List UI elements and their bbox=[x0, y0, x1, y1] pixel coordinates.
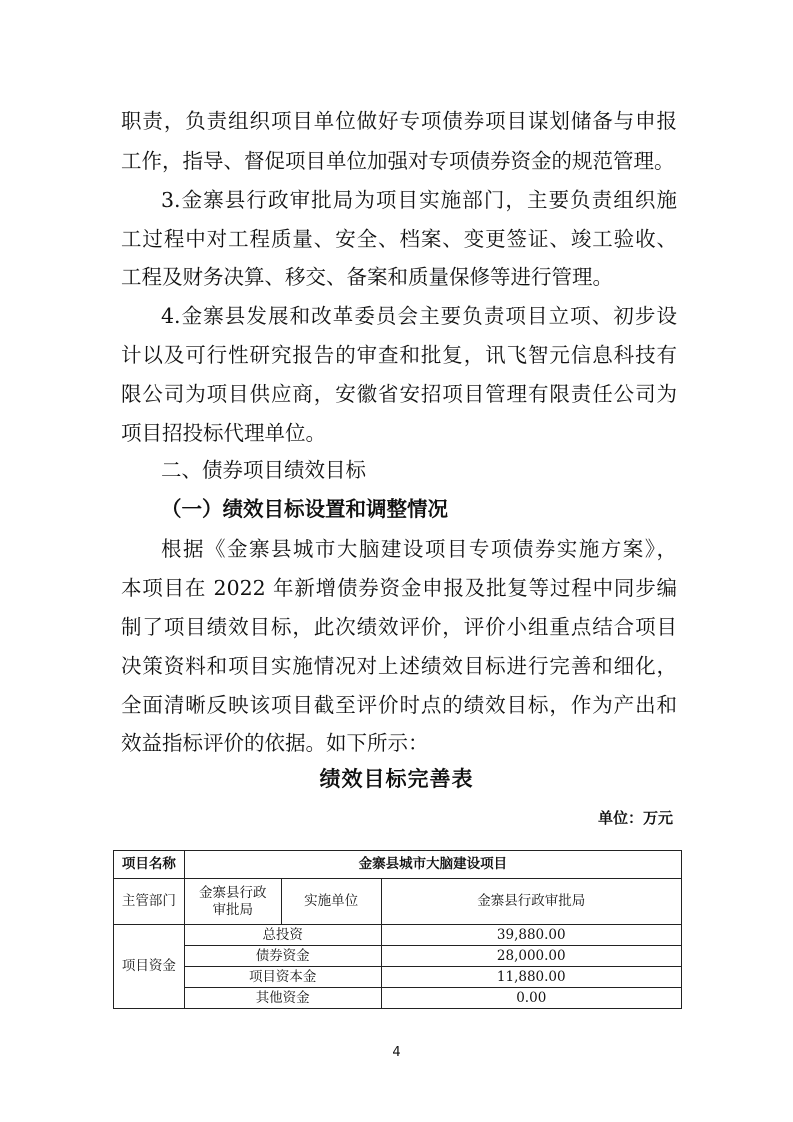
paragraph-line: 全面清晰反映该项目截至评价时点的绩效目标，作为产出和 bbox=[121, 693, 677, 717]
paragraph-line: 决策资料和项目实施情况对上述绩效目标进行完善和细化， bbox=[121, 654, 677, 678]
dept-value: 金寨县行政审批局 bbox=[184, 879, 281, 925]
table-row bbox=[114, 879, 682, 925]
paragraph-line: 效益指标评价的依据。如下所示： bbox=[121, 731, 429, 755]
paragraph-line: 工过程中对工程质量、安全、档案、变更签证、竣工验收、 bbox=[121, 227, 677, 251]
fund-item-label: 项目资本金 bbox=[184, 967, 381, 988]
table-row bbox=[114, 946, 682, 967]
page-number: 4 bbox=[392, 1045, 401, 1060]
section-heading: 二、债券项目绩效目标 bbox=[161, 458, 366, 482]
paragraph-line: 制了项目绩效目标，此次绩效评价，评价小组重点结合项目 bbox=[121, 615, 677, 639]
impl-value: 金寨县行政审批局 bbox=[381, 879, 681, 925]
fund-item-value: 0.00 bbox=[381, 988, 681, 1009]
table-row bbox=[114, 988, 682, 1009]
fund-item-label: 总投资 bbox=[184, 925, 381, 946]
table-unit: 单位：万元 bbox=[597, 809, 673, 827]
paragraph-line: 3.金寨县行政审批局为项目实施部门，主要负责组织施 bbox=[161, 188, 677, 212]
fund-item-value: 28,000.00 bbox=[381, 946, 681, 967]
fund-item-value: 11,880.00 bbox=[381, 967, 681, 988]
paragraph-line: 项目招投标代理单位。 bbox=[121, 421, 326, 445]
paragraph-line: 本项目在 2022 年新增债券资金申报及批复等过程中同步编 bbox=[121, 576, 677, 600]
table-title: 绩效目标完善表 bbox=[319, 767, 474, 791]
table-row bbox=[114, 851, 682, 879]
paragraph-line: 根据《金寨县城市大脑建设项目专项债券实施方案》， bbox=[161, 537, 677, 561]
paragraph-line: 4.金寨县发展和改革委员会主要负责项目立项、初步设 bbox=[161, 304, 677, 328]
subsection-heading: （一）绩效目标设置和调整情况 bbox=[161, 497, 448, 521]
paragraph-line: 计以及可行性研究报告的审查和批复，讯飞智元信息科技有 bbox=[121, 343, 677, 367]
dept-label: 主管部门 bbox=[114, 879, 185, 925]
performance-target-table bbox=[113, 850, 682, 1009]
impl-label: 实施单位 bbox=[281, 879, 381, 925]
project-name-label: 项目名称 bbox=[114, 851, 185, 879]
fund-item-label: 其他资金 bbox=[184, 988, 381, 1009]
paragraph-line: 限公司为项目供应商，安徽省安招项目管理有限责任公司为 bbox=[121, 382, 677, 406]
funds-label: 项目资金 bbox=[114, 925, 185, 1009]
paragraph-line: 工作，指导、督促项目单位加强对专项债券资金的规范管理。 bbox=[121, 149, 675, 173]
fund-item-label: 债券资金 bbox=[184, 946, 381, 967]
paragraph-line: 职责，负责组织项目单位做好专项债券项目谋划储备与申报 bbox=[121, 109, 677, 133]
project-name-value: 金寨县城市大脑建设项目 bbox=[184, 851, 681, 879]
table-row bbox=[114, 967, 682, 988]
table-row bbox=[114, 925, 682, 946]
paragraph-line: 工程及财务决算、移交、备案和质量保修等进行管理。 bbox=[121, 265, 613, 289]
fund-item-value: 39,880.00 bbox=[381, 925, 681, 946]
